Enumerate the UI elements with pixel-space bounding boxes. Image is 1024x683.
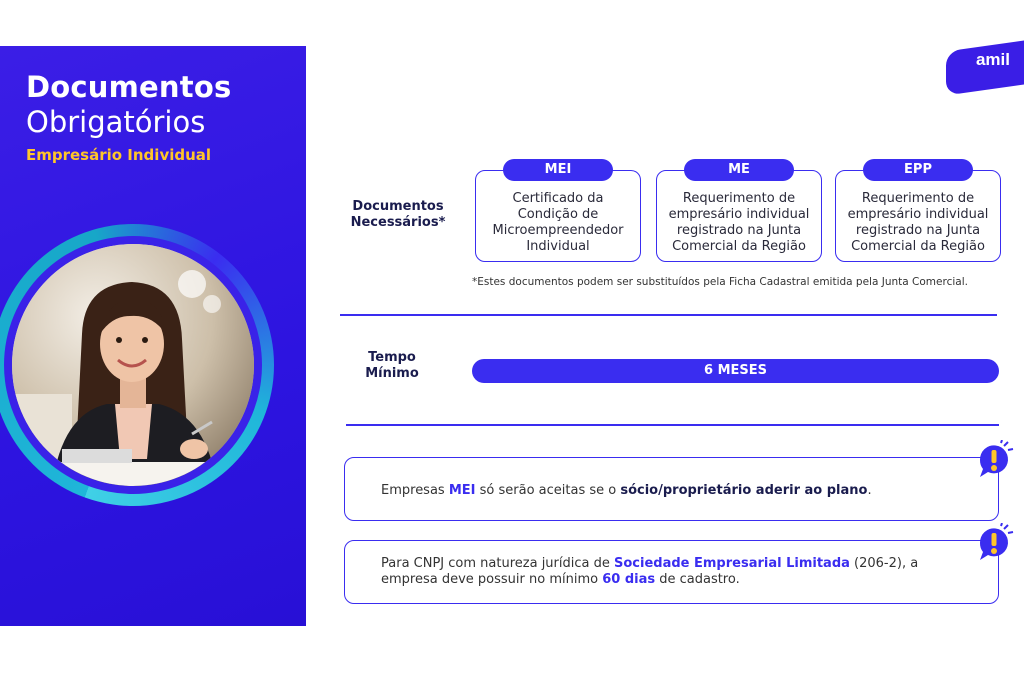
highlight: Sociedade Empresarial Limitada	[614, 556, 850, 571]
info-box-mei	[344, 457, 999, 521]
doc-line: Condição de	[517, 207, 599, 222]
brand-logo: amil	[975, 50, 1010, 69]
doc-line: Comercial da Região	[851, 239, 985, 254]
tempo-label-line1: Tempo	[368, 350, 416, 365]
highlight: MEI	[448, 483, 476, 498]
doc-text-me	[663, 191, 815, 255]
doc-tag-epp: EPP	[863, 159, 973, 181]
alert-icon	[974, 523, 1014, 563]
info-line-2	[381, 572, 958, 588]
doc-card-epp	[835, 162, 1001, 262]
doc-line: Comercial da Região	[672, 239, 806, 254]
doc-line: registrado na Junta	[676, 223, 802, 238]
page-subtitle: Empresário Individual	[26, 146, 212, 164]
doc-line: registrado na Junta	[855, 223, 981, 238]
doc-tag-me: ME	[684, 159, 794, 181]
info-box-ltda	[344, 540, 999, 604]
doc-card-me	[656, 162, 822, 262]
highlight: sócio/proprietário aderir ao plano	[620, 483, 868, 498]
documents-footnote: *Estes documentos podem ser substituídos pela Ficha Cadastral emitida pela Junta Comercial.	[472, 276, 968, 288]
doc-tag-mei: MEI	[503, 159, 613, 181]
documents-label-line1: Documentos	[352, 199, 444, 214]
tempo-value-pill: 6 MESES	[472, 359, 999, 383]
doc-card-mei	[475, 162, 641, 262]
alert-icon	[974, 440, 1014, 480]
doc-line: Microempreendedor	[492, 223, 624, 238]
text: .	[867, 483, 872, 498]
doc-line: empresário individual	[668, 207, 810, 222]
highlight: 60 dias	[602, 572, 656, 587]
text: empresa deve possuir no mínimo	[381, 572, 603, 587]
text: de cadastro.	[655, 572, 740, 587]
info-text-ltda	[381, 556, 958, 588]
page-title-line2: Obrigatórios	[26, 105, 206, 139]
documents-label-line2: Necessários*	[350, 215, 446, 230]
text: Para CNPJ com natureza jurídica de	[381, 556, 614, 571]
documents-label	[346, 199, 450, 231]
doc-text-epp	[842, 191, 994, 255]
tempo-label	[350, 350, 434, 382]
tempo-label-line2: Mínimo	[365, 366, 419, 381]
section-divider	[346, 424, 999, 426]
doc-text-mei	[482, 191, 634, 255]
doc-line: empresário individual	[847, 207, 989, 222]
text: só serão aceitas se o	[475, 483, 621, 498]
section-divider	[340, 314, 997, 316]
doc-line: Certificado da	[512, 191, 604, 206]
businesswoman-photo	[12, 244, 254, 486]
doc-line: Requerimento de	[682, 191, 796, 206]
page-title: Documentos	[26, 70, 232, 104]
info-text-mei	[381, 483, 958, 499]
text: (206-2), a	[849, 556, 919, 571]
doc-line: Individual	[526, 239, 590, 254]
text: Empresas	[381, 483, 449, 498]
doc-line: Requerimento de	[861, 191, 975, 206]
info-line-1	[381, 556, 958, 572]
